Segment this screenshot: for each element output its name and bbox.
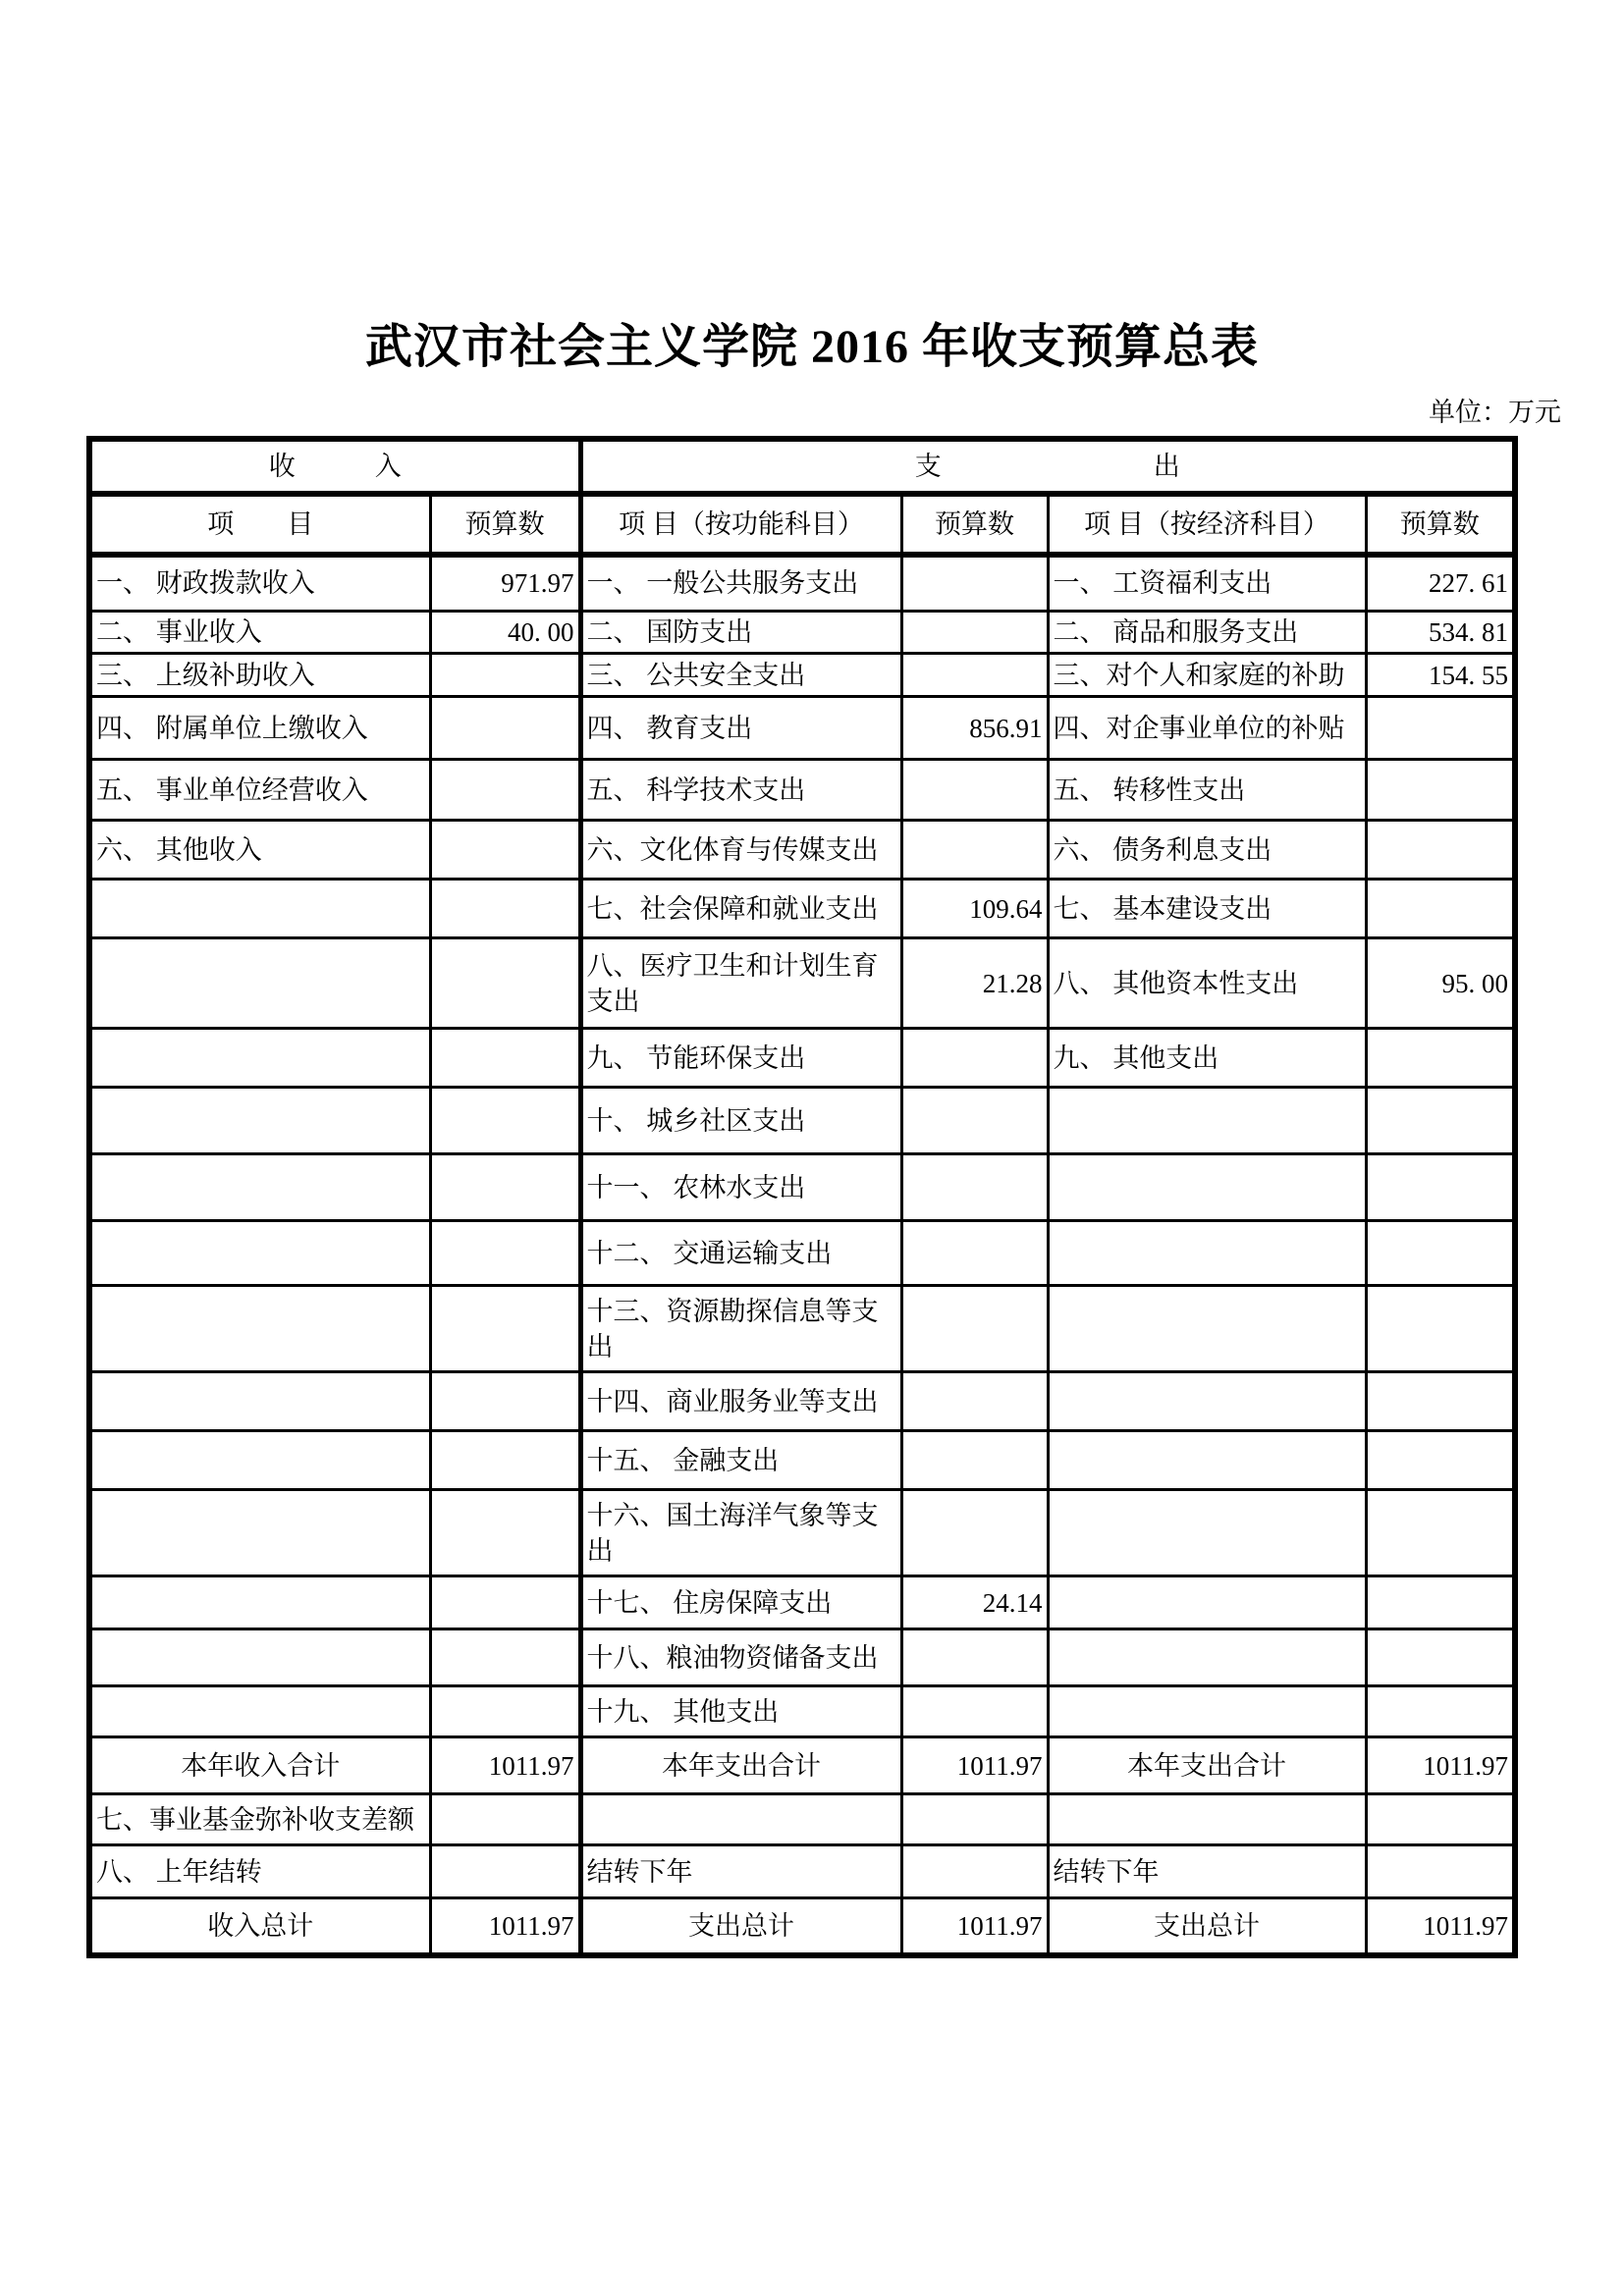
income-budget-cell	[430, 1629, 580, 1686]
table-row	[89, 555, 1515, 612]
functional-budget-cell	[901, 821, 1048, 880]
functional-item-cell: 支出总计	[580, 1898, 901, 1955]
economic-item-cell	[1048, 1629, 1366, 1686]
col-header-economic-item: 项 目（按经济科目）	[1048, 494, 1366, 555]
income-item-cell	[89, 1221, 430, 1286]
functional-item-cell: 三、 公共安全支出	[580, 654, 901, 697]
table-row	[89, 1431, 1515, 1490]
functional-budget-cell: 21.28	[901, 938, 1048, 1029]
income-budget-cell	[430, 1286, 580, 1372]
unit-note: 单位：万元	[1429, 398, 1561, 427]
income-item-cell	[89, 1029, 430, 1088]
functional-item-cell: 十二、 交通运输支出	[580, 1221, 901, 1286]
income-budget-cell	[430, 880, 580, 938]
functional-item-cell: 九、 节能环保支出	[580, 1029, 901, 1088]
income-item-cell	[89, 1431, 430, 1490]
economic-item-cell: 一、 工资福利支出	[1048, 555, 1366, 612]
table-footer-row	[89, 1794, 1515, 1845]
income-item-cell: 本年收入合计	[89, 1737, 430, 1794]
functional-budget-cell: 1011.97	[901, 1737, 1048, 1794]
economic-item-cell: 本年支出合计	[1048, 1737, 1366, 1794]
page-title: 武汉市社会主义学院 2016 年收支预算总表	[364, 321, 1259, 373]
functional-item-cell: 一、 一般公共服务支出	[580, 555, 901, 612]
functional-budget-cell	[901, 555, 1048, 612]
table-row	[89, 1686, 1515, 1737]
table-footer-row	[89, 1845, 1515, 1898]
economic-budget-cell	[1366, 1286, 1515, 1372]
table-row	[89, 612, 1515, 654]
functional-budget-cell	[901, 1372, 1048, 1431]
income-budget-cell	[430, 821, 580, 880]
economic-item-cell	[1048, 1286, 1366, 1372]
income-budget-cell	[430, 938, 580, 1029]
economic-item-cell	[1048, 1221, 1366, 1286]
economic-item-cell: 九、 其他支出	[1048, 1029, 1366, 1088]
income-budget-cell	[430, 1372, 580, 1431]
economic-item-cell	[1048, 1372, 1366, 1431]
economic-budget-cell	[1366, 880, 1515, 938]
income-item-cell: 收入总计	[89, 1898, 430, 1955]
table-row	[89, 880, 1515, 938]
economic-budget-cell	[1366, 1431, 1515, 1490]
income-item-cell	[89, 1286, 430, 1372]
functional-item-cell: 十四、商业服务业等支出	[580, 1372, 901, 1431]
table-row	[89, 1490, 1515, 1576]
income-item-cell	[89, 938, 430, 1029]
income-budget-cell: 971.97	[430, 555, 580, 612]
table-row	[89, 1576, 1515, 1629]
economic-budget-cell	[1366, 760, 1515, 821]
income-budget-cell	[430, 1794, 580, 1845]
table-row	[89, 760, 1515, 821]
income-group-header: 收 入	[89, 439, 580, 494]
income-item-cell	[89, 1576, 430, 1629]
col-header-income-budget: 预算数	[430, 494, 580, 555]
income-item-cell	[89, 1154, 430, 1221]
table-row	[89, 1286, 1515, 1372]
income-item-cell: 二、 事业收入	[89, 612, 430, 654]
income-item-cell: 八、 上年结转	[89, 1845, 430, 1898]
col-header-income-item: 项 目	[89, 494, 430, 555]
functional-budget-cell	[901, 1088, 1048, 1154]
economic-item-cell	[1048, 1794, 1366, 1845]
income-budget-cell	[430, 1576, 580, 1629]
expenditure-group-header: 支 出	[580, 439, 1515, 494]
economic-budget-cell	[1366, 1845, 1515, 1898]
functional-item-cell: 十五、 金融支出	[580, 1431, 901, 1490]
table-row	[89, 1221, 1515, 1286]
income-item-cell: 一、 财政拨款收入	[89, 555, 430, 612]
economic-budget-cell	[1366, 1794, 1515, 1845]
income-budget-cell	[430, 1029, 580, 1088]
economic-budget-cell	[1366, 1154, 1515, 1221]
economic-budget-cell	[1366, 1576, 1515, 1629]
income-item-cell	[89, 1686, 430, 1737]
income-budget-cell: 1011.97	[430, 1898, 580, 1955]
functional-budget-cell: 109.64	[901, 880, 1048, 938]
functional-item-cell: 结转下年	[580, 1845, 901, 1898]
income-budget-cell	[430, 1490, 580, 1576]
table-row	[89, 1088, 1515, 1154]
functional-budget-cell	[901, 1794, 1048, 1845]
economic-item-cell	[1048, 1431, 1366, 1490]
economic-budget-cell: 154. 55	[1366, 654, 1515, 697]
economic-item-cell	[1048, 1490, 1366, 1576]
table-row	[89, 1629, 1515, 1686]
economic-budget-cell	[1366, 1372, 1515, 1431]
economic-item-cell: 七、 基本建设支出	[1048, 880, 1366, 938]
income-item-cell	[89, 1372, 430, 1431]
table-row	[89, 654, 1515, 697]
income-budget-cell	[430, 1431, 580, 1490]
functional-budget-cell	[901, 1029, 1048, 1088]
income-budget-cell	[430, 1686, 580, 1737]
table-footer-row	[89, 1737, 1515, 1794]
functional-item-cell: 八、医疗卫生和计划生育支出	[580, 938, 901, 1029]
income-item-cell: 六、 其他收入	[89, 821, 430, 880]
functional-budget-cell	[901, 1431, 1048, 1490]
income-budget-cell	[430, 1845, 580, 1898]
col-header-functional-budget: 预算数	[901, 494, 1048, 555]
economic-budget-cell: 1011.97	[1366, 1898, 1515, 1955]
functional-budget-cell	[901, 1286, 1048, 1372]
income-budget-cell	[430, 654, 580, 697]
economic-budget-cell	[1366, 697, 1515, 760]
economic-item-cell: 四、对企事业单位的补贴	[1048, 697, 1366, 760]
budget-table-body	[89, 555, 1515, 1955]
income-item-cell: 四、 附属单位上缴收入	[89, 697, 430, 760]
functional-budget-cell	[901, 760, 1048, 821]
functional-budget-cell	[901, 1686, 1048, 1737]
functional-item-cell: 十七、 住房保障支出	[580, 1576, 901, 1629]
economic-budget-cell	[1366, 1029, 1515, 1088]
income-budget-cell: 40. 00	[430, 612, 580, 654]
economic-item-cell: 八、 其他资本性支出	[1048, 938, 1366, 1029]
functional-budget-cell	[901, 1154, 1048, 1221]
table-row	[89, 1372, 1515, 1431]
economic-item-cell: 六、 债务利息支出	[1048, 821, 1366, 880]
income-budget-cell	[430, 760, 580, 821]
economic-budget-cell: 534. 81	[1366, 612, 1515, 654]
income-item-cell: 三、 上级补助收入	[89, 654, 430, 697]
economic-budget-cell: 1011.97	[1366, 1737, 1515, 1794]
table-row	[89, 821, 1515, 880]
functional-item-cell	[580, 1794, 901, 1845]
functional-budget-cell	[901, 654, 1048, 697]
economic-item-cell: 五、 转移性支出	[1048, 760, 1366, 821]
income-budget-cell	[430, 1088, 580, 1154]
economic-item-cell: 二、 商品和服务支出	[1048, 612, 1366, 654]
functional-item-cell: 本年支出合计	[580, 1737, 901, 1794]
income-item-cell	[89, 1490, 430, 1576]
functional-budget-cell	[901, 612, 1048, 654]
economic-budget-cell	[1366, 821, 1515, 880]
economic-budget-cell	[1366, 1088, 1515, 1154]
economic-budget-cell: 227. 61	[1366, 555, 1515, 612]
functional-item-cell: 五、 科学技术支出	[580, 760, 901, 821]
functional-budget-cell: 24.14	[901, 1576, 1048, 1629]
economic-item-cell	[1048, 1088, 1366, 1154]
functional-item-cell: 七、社会保障和就业支出	[580, 880, 901, 938]
column-header-row	[89, 494, 1515, 555]
functional-item-cell: 十一、 农林水支出	[580, 1154, 901, 1221]
economic-item-cell	[1048, 1686, 1366, 1737]
functional-item-cell: 四、 教育支出	[580, 697, 901, 760]
economic-budget-cell: 95. 00	[1366, 938, 1515, 1029]
group-header-row	[89, 439, 1515, 494]
table-row	[89, 1154, 1515, 1221]
budget-table	[86, 436, 1518, 1958]
table-footer-row	[89, 1898, 1515, 1955]
col-header-functional-item: 项 目（按功能科目）	[580, 494, 901, 555]
functional-budget-cell	[901, 1629, 1048, 1686]
functional-item-cell: 二、 国防支出	[580, 612, 901, 654]
economic-item-cell	[1048, 1154, 1366, 1221]
functional-budget-cell	[901, 1490, 1048, 1576]
col-header-economic-budget: 预算数	[1366, 494, 1515, 555]
functional-budget-cell	[901, 1221, 1048, 1286]
income-item-cell: 七、事业基金弥补收支差额	[89, 1794, 430, 1845]
income-budget-cell	[430, 697, 580, 760]
table-row	[89, 1029, 1515, 1088]
functional-item-cell: 十九、 其他支出	[580, 1686, 901, 1737]
income-item-cell: 五、 事业单位经营收入	[89, 760, 430, 821]
economic-item-cell: 结转下年	[1048, 1845, 1366, 1898]
economic-item-cell	[1048, 1576, 1366, 1629]
functional-item-cell: 十六、国土海洋气象等支出	[580, 1490, 901, 1576]
income-budget-cell: 1011.97	[430, 1737, 580, 1794]
income-budget-cell	[430, 1154, 580, 1221]
functional-item-cell: 十三、资源勘探信息等支出	[580, 1286, 901, 1372]
economic-budget-cell	[1366, 1490, 1515, 1576]
functional-item-cell: 六、文化体育与传媒支出	[580, 821, 901, 880]
functional-item-cell: 十、 城乡社区支出	[580, 1088, 901, 1154]
economic-budget-cell	[1366, 1221, 1515, 1286]
economic-item-cell: 三、对个人和家庭的补助	[1048, 654, 1366, 697]
income-budget-cell	[430, 1221, 580, 1286]
table-row	[89, 697, 1515, 760]
economic-budget-cell	[1366, 1686, 1515, 1737]
economic-budget-cell	[1366, 1629, 1515, 1686]
table-row	[89, 938, 1515, 1029]
functional-budget-cell: 856.91	[901, 697, 1048, 760]
economic-item-cell: 支出总计	[1048, 1898, 1366, 1955]
income-item-cell	[89, 1088, 430, 1154]
functional-budget-cell	[901, 1845, 1048, 1898]
functional-budget-cell: 1011.97	[901, 1898, 1048, 1955]
income-item-cell	[89, 1629, 430, 1686]
functional-item-cell: 十八、粮油物资储备支出	[580, 1629, 901, 1686]
income-item-cell	[89, 880, 430, 938]
